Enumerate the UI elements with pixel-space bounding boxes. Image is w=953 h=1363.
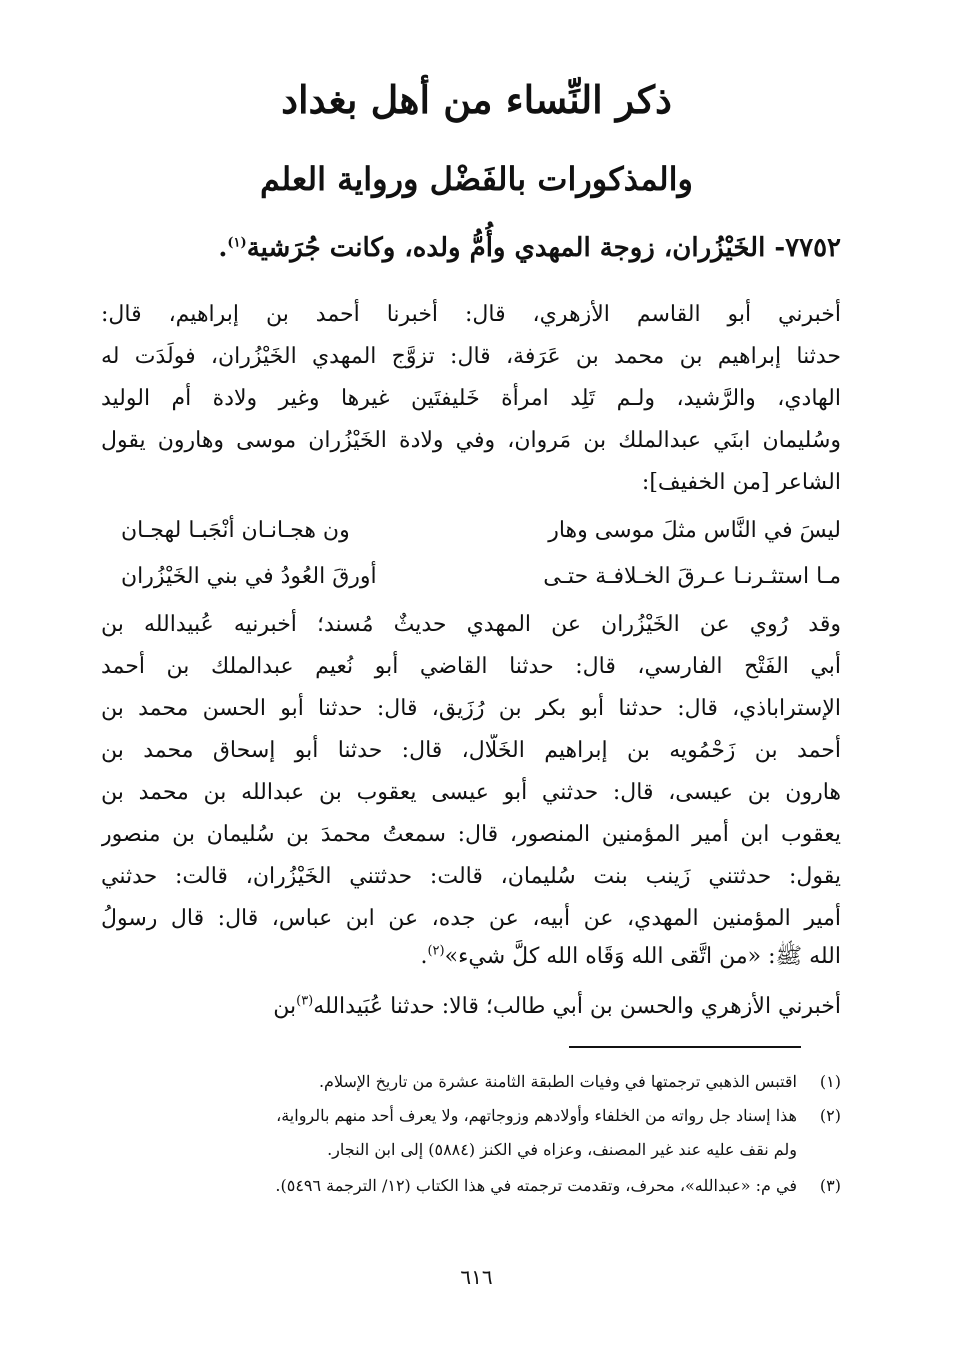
- body-line: وقد رُوي عن الخَيْزُران عن المهدي حديثٌ مُسند؛ أخبرنيه عُبيدالله بن: [101, 612, 841, 637]
- footnote-number: (٢): [819, 1106, 841, 1125]
- body-line: يعقوب ابن أمير المؤمنين المنصور، قال: سمعتُ محمدَ بن سُليمان بن منصور: [101, 822, 841, 847]
- body-line: الإستراباذي، قال: حدثنا أبو بكر بن رُزَيق، قال: حدثنا أبو الحسن محمد بن: [101, 696, 841, 721]
- hadith-line-text: الله ﷺ: «من اتَّقى الله وَقَاه الله كلَّ شيء»: [444, 944, 841, 969]
- body-line: هارون بن عيسى، قال: حدثني أبو عيسى يعقوب بن عبدالله بن محمد بن: [101, 780, 841, 805]
- footnote-text: في م: «عبدالله»، محرف، وتقدمت ترجمته في هذا الكتاب (١٢/ الترجمة ٥٤٩٦).: [275, 1176, 797, 1195]
- body-line: [101, 990, 841, 1024]
- footnote-1: [101, 1068, 841, 1096]
- chapter-title: ذكر النِّساء من أهل بغداد: [281, 77, 672, 122]
- entry-heading-text: ٧٧٥٢- الخَيْزُران، زوجة المهدي وأُمُّ ولده، وكانت جُرَشية: [246, 233, 841, 263]
- poem-verse: [121, 560, 841, 594]
- footnote-ref-2: (٢): [427, 943, 445, 959]
- footnote-2: [101, 1102, 841, 1130]
- body-line: الله ﷺ: «من اتَّقى الله وَقَاه الله كلَّ شيء»$^{(٢)}$.: [420, 943, 841, 969]
- page-number: ٦١٦: [460, 1265, 493, 1289]
- body-line: أمير المؤمنين المهدي، عن أبيه، عن جده، عن ابن عباس، قال: قال رسولُ: [101, 906, 841, 931]
- footnote-2-continued: ولم نقف عليه عند غير المصنف، وعزاه في الكنز (٥٨٨٤) إلى ابن النجار.: [327, 1140, 797, 1159]
- body-line: الشاعر [من الخفيف]:: [641, 470, 841, 495]
- verse-first-hemistich: مـا استثـرنـا عـرقَ الخـلافـة حتـى: [543, 564, 841, 589]
- body-line: أبي الفَتْح الفارسي، قال: حدثنا القاضي أبو نُعيم عبدالملك بن أحمد: [101, 654, 841, 679]
- poem-verse: [121, 514, 841, 548]
- footnote-ref-3: (٣): [296, 993, 314, 1009]
- footnote-number: (٣): [819, 1176, 841, 1195]
- body-line: حدثنا إبراهيم بن محمد بن عَرَفة، قال: تزوَّج المهدي الخَيْزُران، فولَدَت له: [101, 344, 841, 369]
- footnote-3: [101, 1172, 841, 1200]
- verse-first-hemistich: ليسَ في النَّاس مثلَ موسى وهار: [548, 518, 841, 543]
- footnote-number: (١): [819, 1072, 841, 1091]
- body-line: يقول: حدثتني زَينب بنت سُليمان، قالت: حدثتني الخَيْزُران، قالت: حدثني: [101, 864, 841, 889]
- body-line: أحمد بن زَحْمُويه بن إبراهيم الخَلّال، قال: حدثنا أبو إسحاق محمد بن: [101, 738, 841, 763]
- footnote-separator: [569, 1046, 801, 1048]
- entry-heading: ٧٧٥٢- الخَيْزُران، زوجة المهدي وأُمُّ ولده، وكانت جُرَشية$^{(١)}$.: [218, 233, 841, 263]
- paragraph-text: أخبرني الأزهري والحسن بن أبي طالب؛ قالا: حدثنا عُبَيدالله: [313, 994, 841, 1019]
- body-line: الهادي، والرَّشيد، ولـم تَلِد امرأة خَليفتَين غيرها وغير ولادة أم الوليد: [101, 386, 841, 411]
- body-line: أخبرني أبو القاسم الأزهري، قال: أخبرنا أحمد بن إبراهيم، قال:: [101, 302, 841, 327]
- body-line: وسُليمان ابنَي عبدالملك بن مَروان، وفي ولادة الخَيْزُران موسى وهارون يقول: [101, 428, 841, 453]
- footnote-ref-1: (١): [227, 235, 247, 251]
- verse-second-hemistich: أورقَ العُودُ في بني الخَيْزُران: [121, 564, 377, 589]
- paragraph-tail: بن: [273, 994, 297, 1019]
- verse-second-hemistich: ون هجـانـان أنْجَبـا لهجـان: [121, 518, 350, 543]
- footnote-text: هذا إسناد جل رواته من الخلفاء وأولادهم وزوجاتهم، ولا يعرف أحد منهم بالرواية،: [276, 1106, 797, 1125]
- footnote-text: اقتبس الذهبي ترجمتها في وفيات الطبقة الثامنة عشرة من تاريخ الإسلام.: [318, 1072, 797, 1091]
- chapter-subtitle: والمذكورات بالفَضْل ورواية العلم: [260, 160, 693, 198]
